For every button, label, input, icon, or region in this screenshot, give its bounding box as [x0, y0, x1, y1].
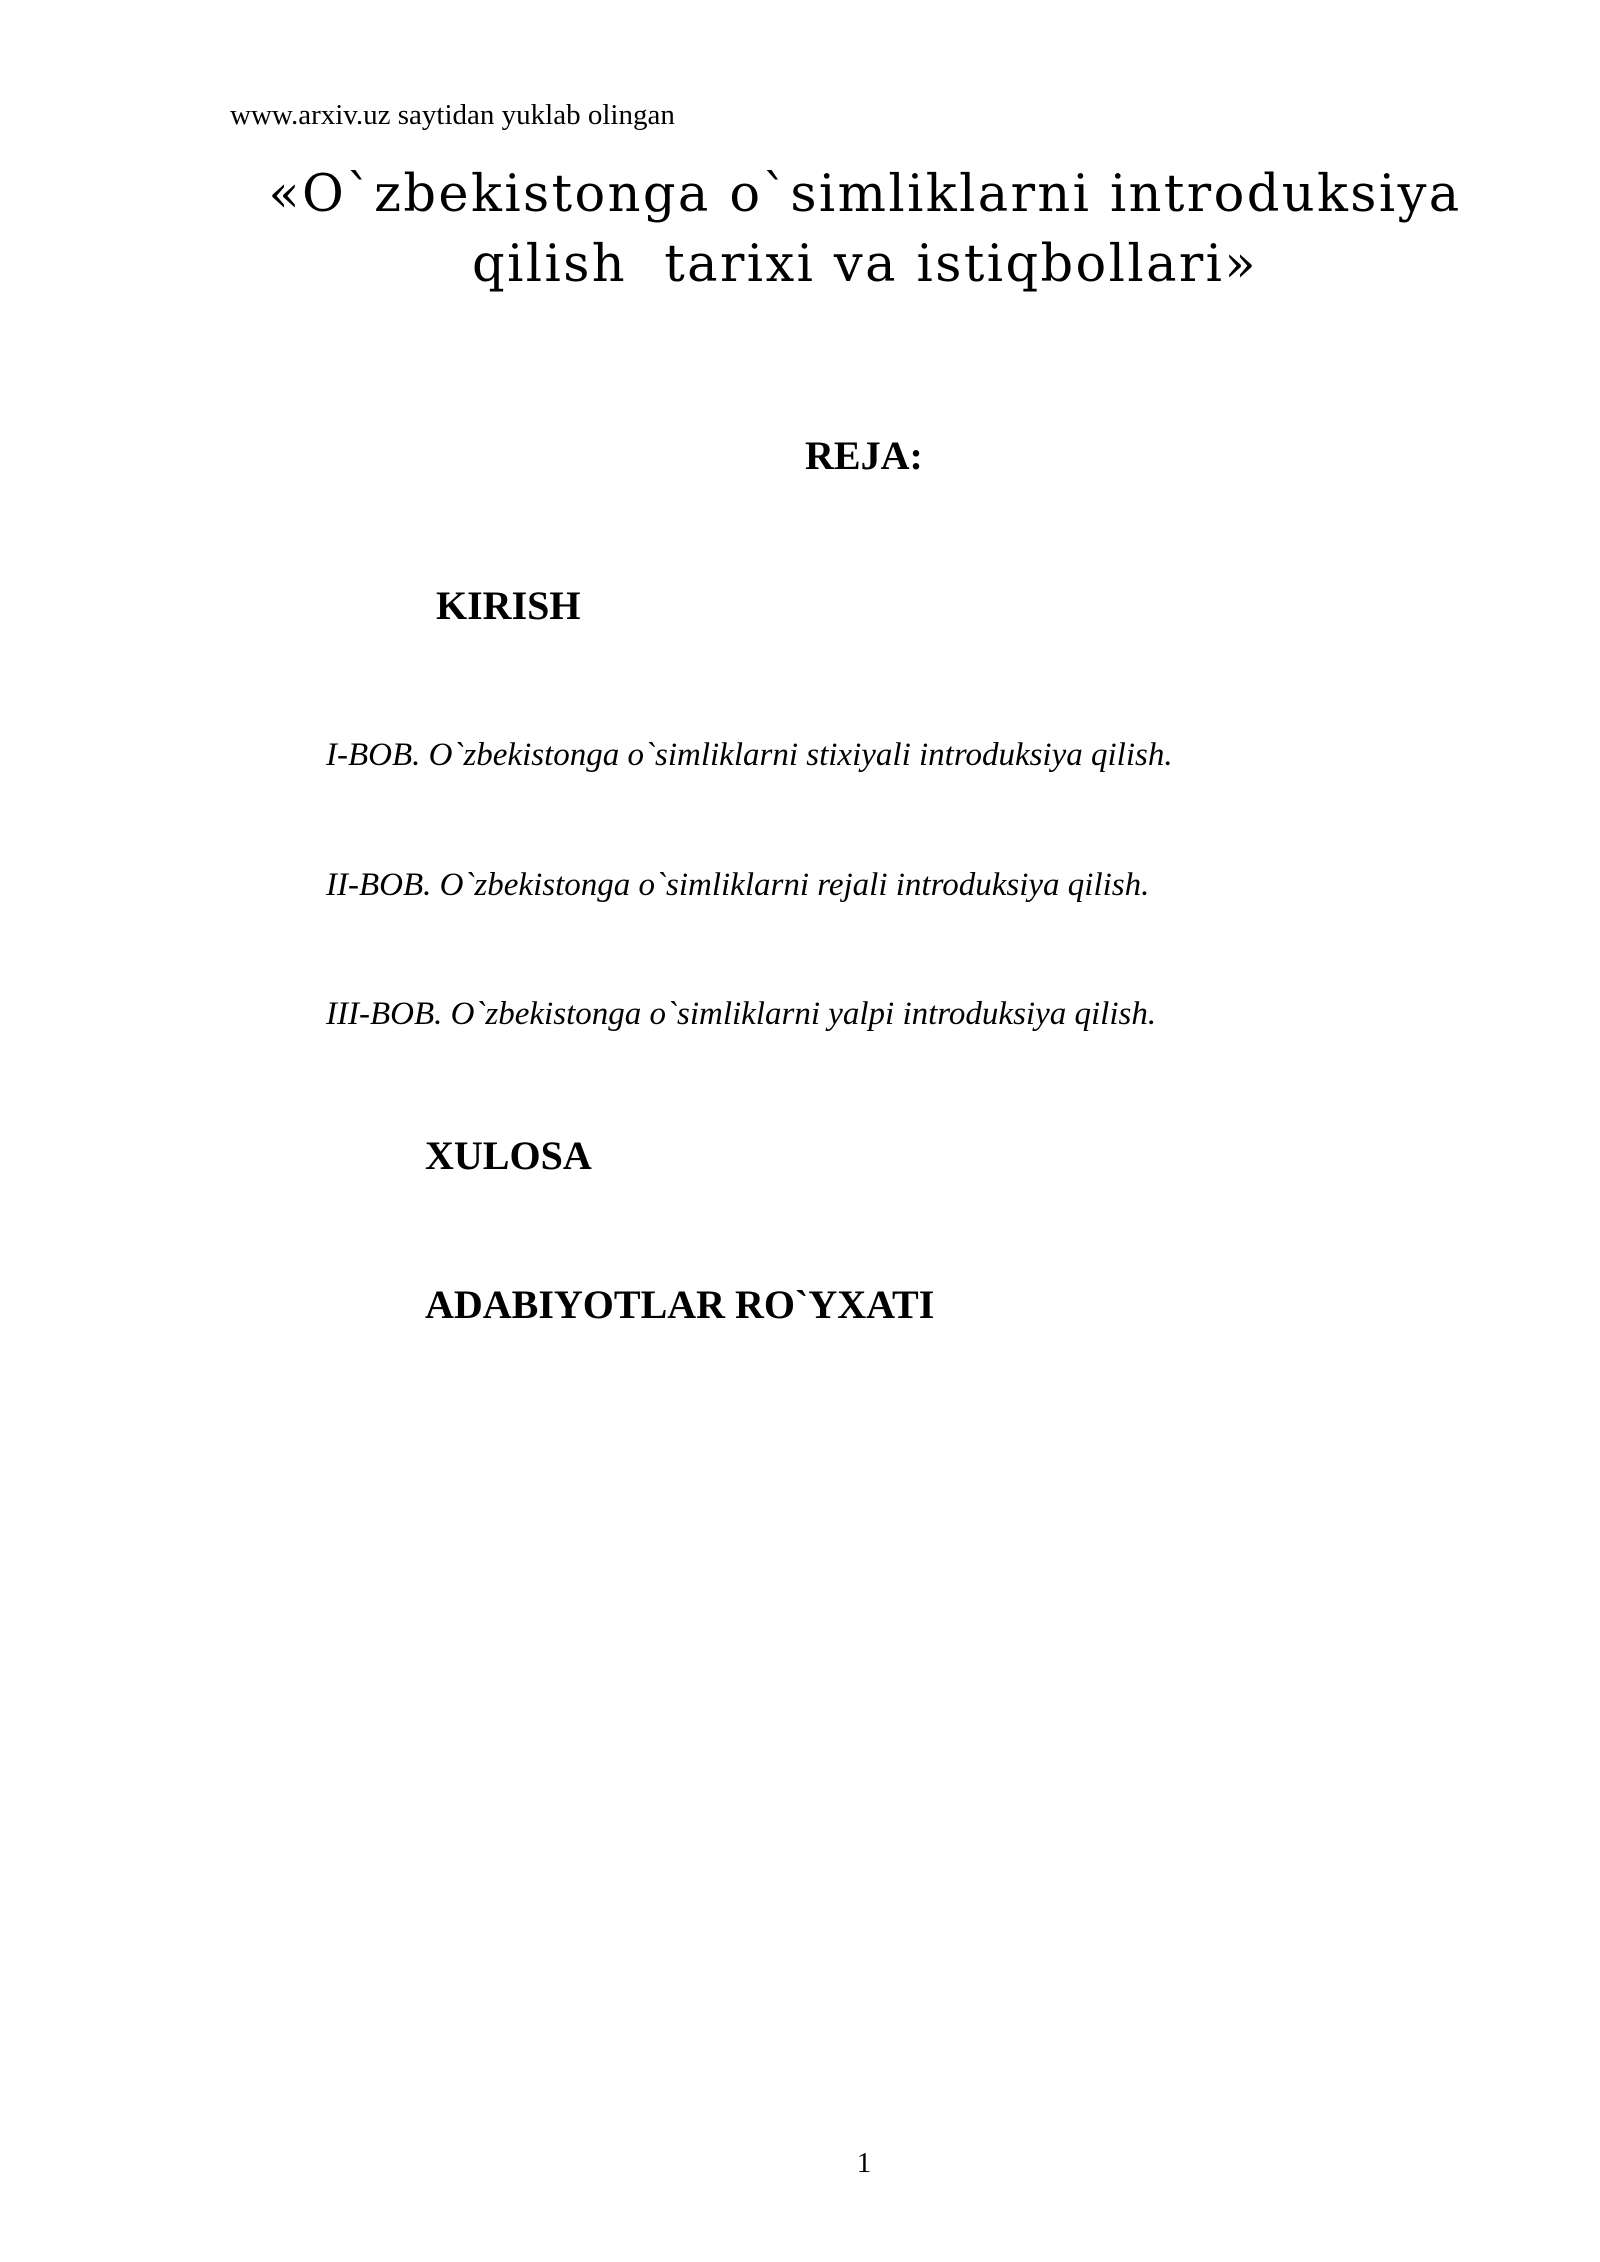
- outline-introduction: KIRISH: [436, 583, 581, 628]
- title-line-1: «O`zbekistonga o`simliklarni introduksiya: [268, 165, 1462, 224]
- outline-chapter-3: III-BOB. O`zbekistonga o`simliklarni yalpi introduksiya qilish.: [326, 996, 1157, 1032]
- document-title: [230, 160, 1500, 300]
- outline-chapter-1: I-BOB. O`zbekistonga o`simliklarni stixiyali introduksiya qilish.: [326, 737, 1173, 773]
- outline-conclusion: XULOSA: [425, 1133, 592, 1178]
- outline-references: ADABIYOTLAR RO`YXATI: [425, 1282, 935, 1327]
- plan-heading: REJA:: [805, 433, 923, 478]
- outline-chapter-2: II-BOB. O`zbekistonga o`simliklarni rejali introduksiya qilish.: [326, 867, 1150, 903]
- page-number: 1: [856, 2147, 872, 2179]
- source-note: www.arxiv.uz saytidan yuklab olingan: [230, 99, 675, 131]
- title-line-2: qilish tarixi va istiqbollari»: [472, 235, 1258, 294]
